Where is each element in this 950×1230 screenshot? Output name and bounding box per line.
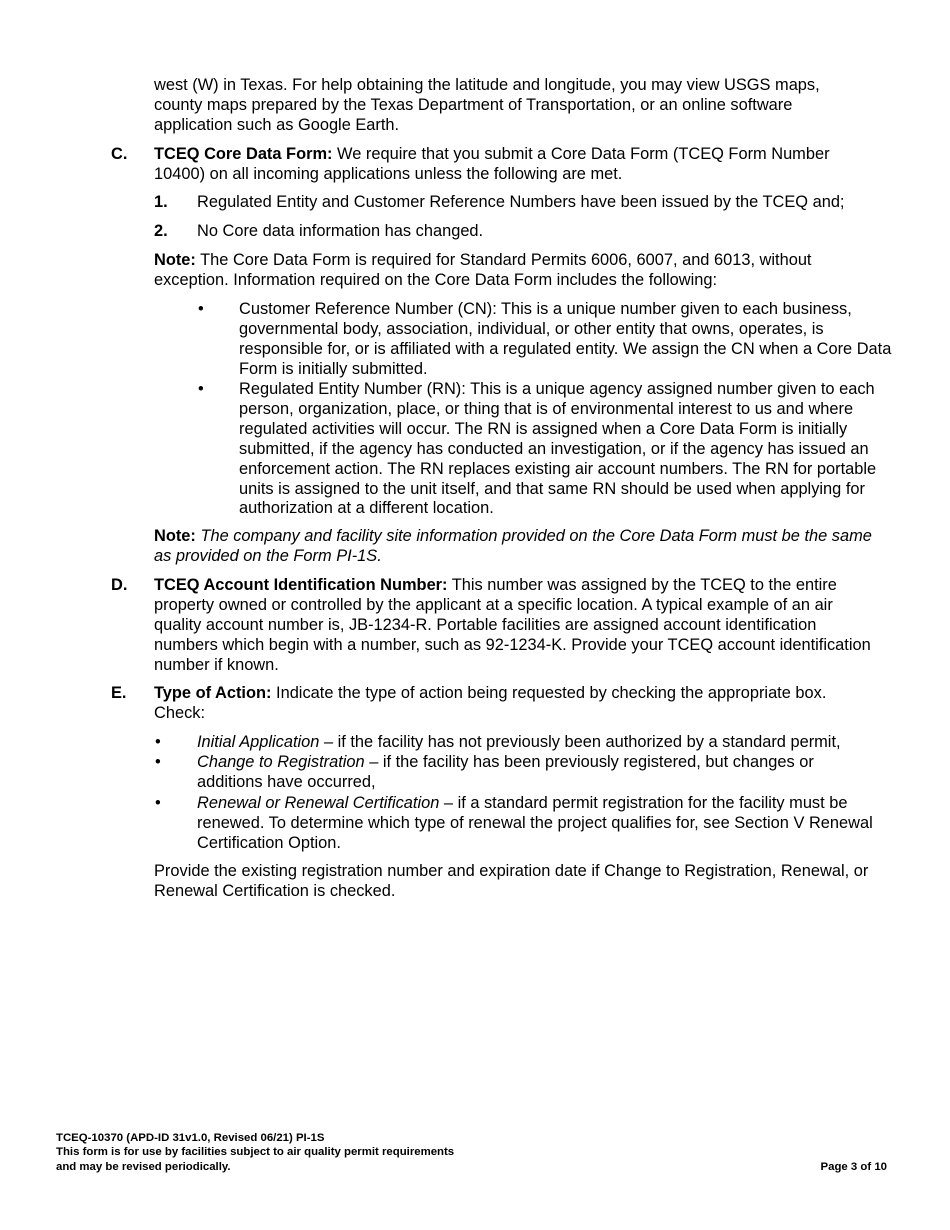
footer-form-info <box>56 1131 454 1174</box>
section-c-text: We require that you submit a Core Data Form (TCEQ Form Number 10400) on all incoming applications unless the following are met. <box>154 145 830 183</box>
section-c-heading: TCEQ Core Data Form: <box>154 145 333 163</box>
note-2-label: Note: <box>154 527 196 545</box>
section-d-text: This number was assigned by the TCEQ to the entire property owned or controlled by the applicant at a specific location. A typical example of an air quality account number is, JB-1234-R. Portable facilities are assigned account identification numbers which begin with a number, such as 92-1234-K. Provide your TCEQ account identification number if known. <box>154 576 871 674</box>
note-1-label: Note: <box>154 251 196 269</box>
section-d-heading: TCEQ Account Identification Number: <box>154 576 448 594</box>
bullet-change-text: – if the facility has been previously registered, but changes or additions have occurred, <box>197 753 814 791</box>
section-e-heading: Type of Action: <box>154 684 272 702</box>
section-c-item-1-number: 1. <box>154 193 168 211</box>
bullet-renewal-term: Renewal or Renewal Certification <box>197 794 440 812</box>
intro-paragraph: west (W) in Texas. For help obtaining the latitude and longitude, you may view USGS maps, county maps prepared by the Texas Department of Transportation, or an online software application such as Google Earth. <box>154 76 820 134</box>
section-c-bullet-rn: • Regulated Entity Number (RN): This is a unique agency assigned number given to each person, organization, place, or thing that is of environmental interest to us and where regulated activities will occur. The RN is assigned when a Core Data Form is initially submitted, if the agency has conducted an investigation, or if the agency has issued an enforcement action. The RN replaces existing air account numbers. The RN for portable units is assigned to the unit itself, and that same RN should be used when applying for authorization at a different location. <box>239 380 899 519</box>
note-2-text: The company and facility site information provided on the Core Data Form must be the same as provided on the Form PI-1S. <box>154 527 872 565</box>
section-c-note-2 <box>154 527 874 567</box>
section-d-letter: D. <box>111 576 128 594</box>
section-e-closing: Provide the existing registration number and expiration date if Change to Registration, Renewal, or Renewal Certification is checked. <box>154 862 869 900</box>
section-d-paragraph <box>154 576 879 676</box>
section-c-paragraph <box>154 145 834 185</box>
footer-usage-note: This form is for use by facilities subject to air quality permit requirements <box>56 1146 455 1159</box>
bullet-initial-text: – if the facility has not previously been authorized by a standard permit, <box>319 733 841 751</box>
section-e-paragraph <box>154 684 879 724</box>
bullet-renewal-text: – if a standard permit registration for the facility must be renewed. To determine which type of renewal the project qualifies for, see Section V Renewal Certification Option. <box>197 794 873 852</box>
section-c-item-2-number: 2. <box>154 222 168 240</box>
note-1-text: The Core Data Form is required for Standard Permits 6006, 6007, and 6013, without exception. Information required on the Core Data Form includes the following: <box>154 251 812 289</box>
bullet-initial-term: Initial Application <box>197 733 320 751</box>
bullet-change-term: Change to Registration <box>197 753 365 771</box>
section-e-text: Indicate the type of action being requested by checking the appropriate box. Check: <box>154 684 827 722</box>
section-c-item-2: No Core data information has changed. <box>197 222 484 240</box>
section-e-letter: E. <box>111 684 127 702</box>
section-c-note-1 <box>154 251 854 291</box>
section-c-letter: C. <box>111 145 128 163</box>
footer-form-id: TCEQ-10370 (APD-ID 31v1.0, Revised 06/21) PI-1S <box>56 1132 325 1144</box>
page-number: Page 3 of 10 <box>820 1161 887 1173</box>
footer-revision-note: and may be revised periodically. <box>56 1160 231 1173</box>
section-c-bullet-cn: • Customer Reference Number (CN): This is a unique number given to each business, governmental body, association, individual, or other entity that owns, operates, is responsible for, or is affiliated with a regulated entity. We assign the CN when a Core Data Form is initially submitted. <box>239 300 894 380</box>
section-c-item-1: Regulated Entity and Customer Reference Numbers have been issued by the TCEQ and; <box>197 193 845 211</box>
section-e-bullet-renewal <box>197 794 887 854</box>
section-e-bullet-initial <box>197 733 897 753</box>
section-e-bullet-change <box>197 753 857 793</box>
